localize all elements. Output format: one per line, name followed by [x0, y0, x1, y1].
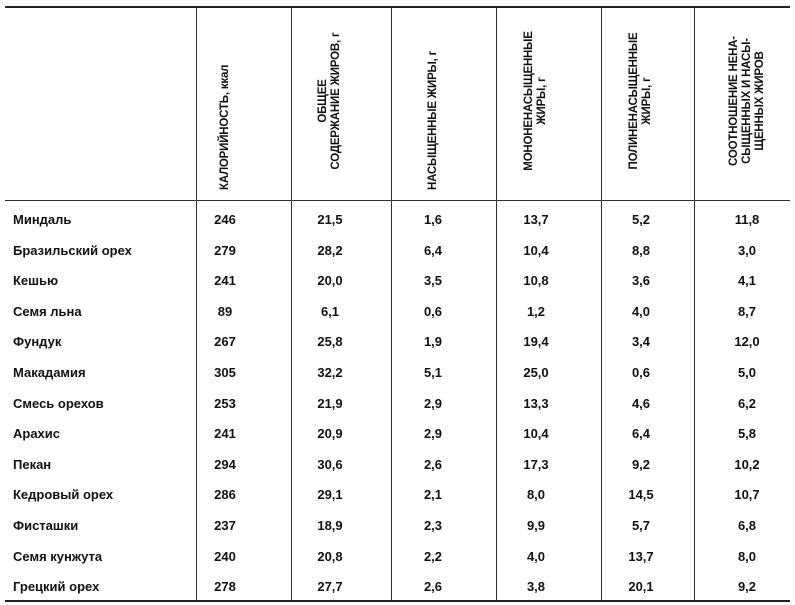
table-row: [5, 418, 790, 449]
column-header-6: [694, 8, 790, 200]
cell-value-col-1: 267: [214, 334, 236, 350]
cell-value-col-3: 5,1: [423, 365, 443, 380]
cell-value-col-3: 2,6: [423, 579, 443, 595]
table-row: [5, 235, 790, 266]
cell-value-col-1: 294: [214, 456, 236, 472]
table-row: [5, 479, 790, 510]
column-header-4: [496, 8, 601, 200]
cell-value-col-6: 3,0: [737, 242, 757, 258]
cell-value-col-6: 6,2: [737, 395, 757, 411]
cell-value-col-1: 241: [214, 273, 236, 289]
product-name: Арахис: [13, 426, 61, 442]
cell-value-col-3: 3,5: [423, 273, 443, 289]
cell-value-col-2: 32,2: [317, 365, 343, 380]
cell-value-col-2: 21,9: [317, 395, 343, 411]
cell-value-col-4: 13,7: [523, 212, 549, 227]
cell-value-col-2: 20,0: [317, 273, 343, 289]
nutrition-table: [5, 6, 790, 602]
cell-value-col-3: 2,9: [423, 395, 443, 411]
column-header-5-line-1: ПОЛИНЕНАСЫЩЕННЫЕ: [628, 32, 640, 170]
cell-value-col-2: 30,6: [317, 456, 343, 472]
cell-value-col-3: 2,9: [423, 426, 443, 442]
cell-value-col-4: 1,2: [526, 303, 546, 319]
cell-value-col-6: 10,7: [734, 487, 760, 503]
cell-value-col-2: 27,7: [317, 579, 343, 595]
column-header-6-line-1: СООТНОШЕНИЕ НЕНА-: [727, 36, 740, 166]
table-row: [5, 449, 790, 480]
cell-value-col-1: 253: [214, 395, 236, 411]
product-name: Пекан: [13, 456, 52, 472]
cell-value-col-3: 2,2: [423, 548, 443, 564]
table-row: [5, 357, 790, 388]
cell-value-col-4: 10,4: [523, 242, 549, 258]
product-name: Кешью: [13, 273, 59, 289]
header-separator: [5, 200, 790, 201]
table-row: [5, 388, 790, 419]
table-row: [5, 510, 790, 541]
column-header-5-line-2: ЖИРЫ, г: [641, 77, 653, 125]
cell-value-col-1: 278: [214, 579, 236, 595]
column-header-6-line-3: ЩЕННЫХ ЖИРОВ: [753, 51, 766, 151]
cell-value-col-2: 18,9: [317, 518, 343, 533]
column-header-2-line-1: ОБЩЕЕ: [317, 79, 329, 123]
product-name: Макадамия: [13, 365, 86, 380]
cell-value-col-2: 28,2: [317, 242, 343, 258]
product-name: Миндаль: [13, 212, 72, 227]
product-name: Фундук: [13, 334, 62, 350]
table-row: [5, 326, 790, 357]
product-name: Семя льна: [13, 303, 82, 319]
table-row: [5, 541, 790, 572]
cell-value-col-4: 17,3: [523, 456, 549, 472]
cell-value-col-1: 240: [214, 548, 236, 564]
cell-value-col-6: 5,8: [737, 426, 757, 442]
cell-value-col-6: 6,8: [737, 518, 757, 533]
product-name: Фисташки: [13, 518, 79, 533]
table-row: [5, 265, 790, 296]
cell-value-col-1: 279: [214, 242, 236, 258]
cell-value-col-5: 6,4: [631, 426, 651, 442]
cell-value-col-6: 8,0: [737, 548, 757, 564]
product-name: Смесь орехов: [13, 395, 104, 411]
cell-value-col-5: 13,7: [628, 548, 654, 564]
cell-value-col-3: 2,6: [423, 456, 443, 472]
column-header-1-line-1: КАЛОРИЙНОСТЬ, ккал: [218, 64, 231, 190]
cell-value-col-5: 3,4: [631, 334, 651, 350]
column-header-3-line-1: НАСЫЩЕННЫЕ ЖИРЫ, г: [426, 50, 439, 190]
cell-value-col-5: 4,6: [631, 395, 651, 411]
cell-value-col-6: 4,1: [737, 273, 757, 289]
cell-value-col-5: 4,0: [631, 303, 651, 319]
cell-value-col-3: 1,6: [423, 212, 443, 227]
cell-value-col-2: 25,8: [317, 334, 343, 350]
column-header-2: [291, 8, 391, 200]
table-row: [5, 571, 790, 602]
cell-value-col-4: 9,9: [526, 518, 546, 533]
cell-value-col-6: 5,0: [737, 365, 757, 380]
cell-value-col-3: 1,9: [423, 334, 443, 350]
column-header-5: [601, 8, 694, 200]
column-header-4-line-2: ЖИРЫ, г: [536, 77, 548, 125]
cell-value-col-1: 246: [214, 212, 236, 227]
cell-value-col-2: 20,8: [317, 548, 343, 564]
cell-value-col-2: 6,1: [320, 303, 340, 319]
product-name: Бразильский орех: [13, 242, 132, 258]
cell-value-col-5: 9,2: [631, 456, 651, 472]
cell-value-col-5: 5,7: [631, 518, 651, 533]
column-header-2-line-2: СОДЕРЖАНИЕ ЖИРОВ, г: [330, 32, 342, 170]
cell-value-col-4: 19,4: [523, 334, 549, 350]
table-row: [5, 296, 790, 327]
cell-value-col-6: 12,0: [734, 334, 760, 350]
cell-value-col-5: 20,1: [628, 579, 654, 595]
cell-value-col-1: 237: [214, 518, 236, 533]
cell-value-col-2: 21,5: [317, 212, 343, 227]
cell-value-col-1: 286: [214, 487, 236, 503]
product-name: Семя кунжута: [13, 548, 103, 564]
cell-value-col-4: 10,8: [523, 273, 549, 289]
cell-value-col-4: 25,0: [523, 365, 549, 380]
cell-value-col-1: 89: [217, 303, 233, 319]
cell-value-col-2: 29,1: [317, 487, 343, 503]
cell-value-col-6: 9,2: [737, 579, 757, 595]
table-row: [5, 204, 790, 235]
column-header-4-line-1: МОНОНЕНАСЫЩЕННЫЕ: [523, 31, 535, 171]
cell-value-col-5: 5,2: [631, 212, 651, 227]
product-name: Грецкий орех: [13, 579, 100, 595]
cell-value-col-1: 241: [214, 426, 236, 442]
cell-value-col-3: 2,1: [423, 487, 443, 503]
cell-value-col-1: 305: [214, 365, 236, 380]
cell-value-col-4: 8,0: [526, 487, 546, 503]
cell-value-col-3: 0,6: [423, 303, 443, 319]
cell-value-col-4: 3,8: [526, 579, 546, 595]
cell-value-col-3: 6,4: [423, 242, 443, 258]
column-header-3: [391, 8, 496, 200]
cell-value-col-3: 2,3: [423, 518, 443, 533]
cell-value-col-2: 20,9: [317, 426, 343, 442]
column-header-1: [196, 8, 291, 200]
cell-value-col-4: 13,3: [523, 395, 549, 411]
cell-value-col-6: 11,8: [734, 212, 760, 227]
cell-value-col-6: 8,7: [737, 303, 757, 319]
cell-value-col-4: 10,4: [523, 426, 549, 442]
cell-value-col-4: 4,0: [526, 548, 546, 564]
cell-value-col-5: 14,5: [628, 487, 654, 503]
column-header-6-line-2: СЫЩЕННЫХ И НАСЫ-: [740, 38, 753, 164]
cell-value-col-5: 0,6: [631, 365, 651, 380]
cell-value-col-5: 3,6: [631, 273, 651, 289]
cell-value-col-6: 10,2: [734, 456, 760, 472]
cell-value-col-5: 8,8: [631, 242, 651, 258]
product-name: Кедровый орех: [13, 487, 114, 503]
